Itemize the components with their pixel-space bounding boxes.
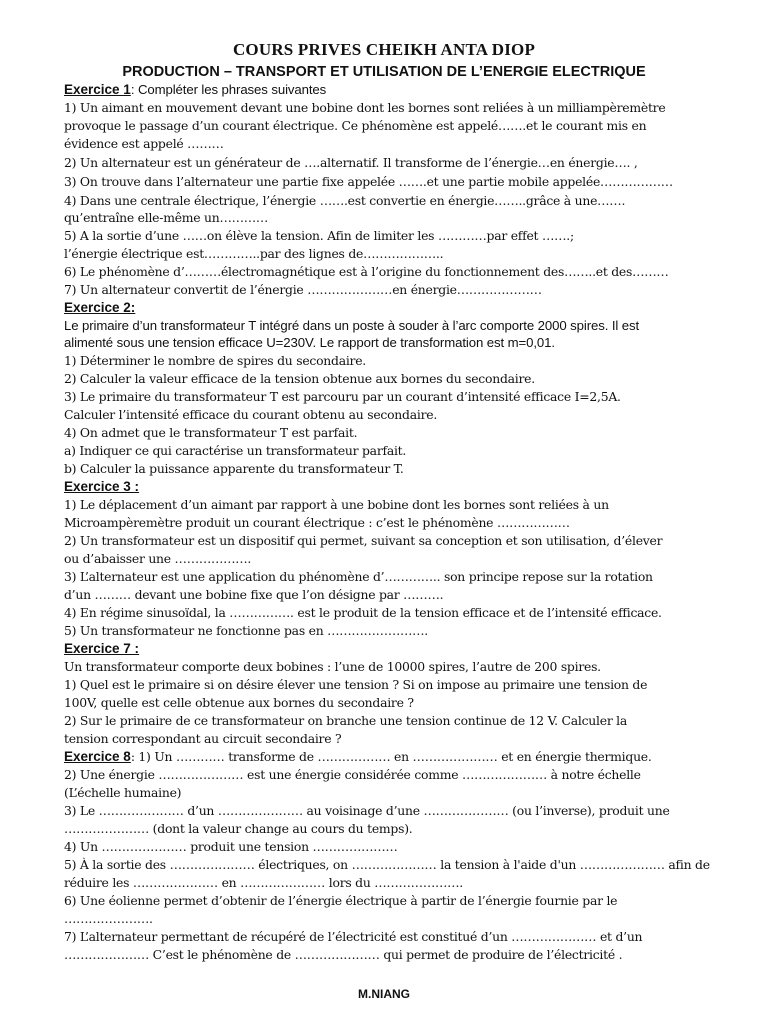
exercise-2-line: 1) Déterminer le nombre de spires du secondaire.: [64, 353, 367, 368]
exercise-8-first-line: : 1) Un ………… transforme de ……………… en ………………… et en énergie thermique.: [130, 749, 652, 764]
exercise-1-line: qu’entraîne elle-même un…………: [64, 210, 269, 225]
page-title: COURS PRIVES CHEIKH ANTA DIOP: [232, 40, 536, 59]
exercise-1-line: 6) Le phénomène d’………électromagnétique est à l’origine du fonctionnement des……..et des………: [64, 264, 669, 279]
exercise-8-line: ………………….: [64, 911, 153, 926]
exercise-3-line: d’un ……… devant une bobine fixe que l’on désigne par ……….: [64, 587, 444, 602]
exercise-8-line: (L’échelle humaine): [64, 785, 182, 800]
exercise-1-line: 3) On trouve dans l’alternateur une partie fixe appelée …….et une partie mobile appelée………………: [64, 174, 673, 189]
exercise-7-heading: Exercice 7 :: [64, 641, 140, 656]
exercise-2-line: Calculer l’intensité efficace du courant obtenu au secondaire.: [64, 407, 438, 422]
exercise-8-line: réduire les ………………… en ………………… lors du ………………….: [64, 875, 463, 890]
exercise-3-line: 2) Un transformateur est un dispositif qui permet, suivant sa conception et son utilisation, d’élever: [64, 533, 663, 548]
exercise-1-line: 5) A la sortie d’une ……on élève la tension. Afin de limiter les …………par effet …….;: [64, 228, 574, 243]
exercise-7-line: 100V, quelle est celle obtenue aux bornes du secondaire ?: [64, 695, 414, 710]
exercise-2-line: Le primaire d’un transformateur T intégré dans un poste à souder à l’arc comporte 2000 spires. Il est: [64, 318, 640, 333]
exercise-8-line: 7) L’alternateur permettant de récupéré de l’électricité est constitué d’un ………………… et d’un: [64, 929, 643, 944]
exercise-7-line: 2) Sur le primaire de ce transformateur on branche une tension continue de 12 V. Calculer la: [64, 713, 628, 728]
exercise-2-heading: Exercice 2:: [64, 300, 136, 315]
exercise-3-line: 1) Le déplacement d’un aimant par rapport à une bobine dont les bornes sont reliées à un: [64, 497, 609, 512]
exercise-8-line: ………………… C’est le phénomène de ………………… qui permet de produire de l’électricité .: [64, 947, 623, 962]
exercise-2-line: 3) Le primaire du transformateur T est parcouru par un courant d’intensité efficace I=2,5A.: [64, 389, 621, 404]
exercise-8-heading: Exercice 8: [64, 749, 131, 764]
exercise-2-line: alimenté sous une tension efficace U=230V. Le rapport de transformation est m=0,01.: [64, 335, 555, 350]
exercise-1-line: évidence est appelé ………: [64, 136, 224, 151]
exercise-3-line: ou d’abaisser une ……………….: [64, 551, 252, 566]
exercise-8-line: ………………… (dont la valeur change au cours du temps).: [64, 821, 413, 836]
exercise-8-line: 6) Une éolienne permet d’obtenir de l’énergie électrique à partir de l’énergie fournie par le: [64, 893, 618, 908]
exercise-8-line: 4) Un ………………… produit une tension …………………: [64, 839, 398, 854]
exercise-1-line: 1) Un aimant en mouvement devant une bobine dont les bornes sont reliées à un milliampèremètre: [64, 100, 666, 115]
exercise-1-heading-line: [64, 81, 326, 99]
exercise-7-line: tension correspondant au circuit secondaire ?: [64, 731, 342, 746]
exercise-1-line: 7) Un alternateur convertit de l’énergie …………………en énergie…………………: [64, 282, 542, 297]
exercise-3-heading: Exercice 3 :: [64, 479, 140, 494]
exercise-3-line: 4) En régime sinusoïdal, la ……………. est le produit de la tension efficace et de l’intensité efficace.: [64, 605, 662, 620]
exercise-8-line: 3) Le ………………… d’un ………………… au voisinage d’une ………………… (ou l’inverse), produit une: [64, 803, 670, 818]
exercise-1-line: 2) Un alternateur est un générateur de ….alternatif. Il transforme de l’énergie…en énergie…. ,: [64, 155, 638, 170]
exercise-3-line: 5) Un transformateur ne fonctionne pas en …………………….: [64, 623, 428, 638]
exercise-2-line: a) Indiquer ce qui caractérise un transformateur parfait.: [64, 443, 407, 458]
exercise-3-line: Microampèremètre produit un courant électrique : c’est le phénomène ………………: [64, 515, 570, 530]
exercise-2-heading-line: [64, 299, 135, 317]
exercise-7-line: Un transformateur comporte deux bobines : l’une de 10000 spires, l’autre de 200 spires.: [64, 659, 601, 674]
exercise-7-line: 1) Quel est le primaire si on désire élever une tension ? Si on impose au primaire une tension de: [64, 677, 648, 692]
exercise-3-line: 3) L’alternateur est une application du phénomène d’………….. son principe repose sur la rotation: [64, 569, 653, 584]
exercise-7-heading-line: [64, 640, 139, 658]
exercise-1-line: l’énergie électrique est…………..par des lignes de………………..: [64, 246, 444, 261]
exercise-8-line: 5) À la sortie des ………………… électriques, on ………………… la tension à l'aide d'un ………………… afin de: [64, 857, 710, 872]
exercise-1-heading: Exercice 1: [64, 82, 131, 97]
exercise-1-line: 4) Dans une centrale électrique, l’énergie …….est convertie en énergie……..grâce à une…….: [64, 193, 626, 208]
exercise-1-intro: : Compléter les phrases suivantes: [130, 82, 327, 97]
exercise-8-line: 2) Une énergie ………………… est une énergie considérée comme ………………… à notre échelle: [64, 767, 641, 782]
exercise-2-line: 2) Calculer la valeur efficace de la tension obtenue aux bornes du secondaire.: [64, 371, 535, 386]
exercise-1-line: provoque le passage d’un courant électrique. Ce phénomène est appelé…….et le courant mis en: [64, 118, 647, 133]
exercise-3-heading-line: [64, 478, 139, 496]
author-footer: M.NIANG: [358, 987, 410, 1001]
exercise-2-line: 4) On admet que le transformateur T est parfait.: [64, 425, 358, 440]
exercise-8-heading-line: [64, 748, 652, 766]
page-subtitle: PRODUCTION – TRANSPORT ET UTILISATION DE L’ENERGIE ELECTRIQUE: [122, 64, 646, 80]
exercise-2-line: b) Calculer la puissance apparente du transformateur T.: [64, 461, 404, 476]
